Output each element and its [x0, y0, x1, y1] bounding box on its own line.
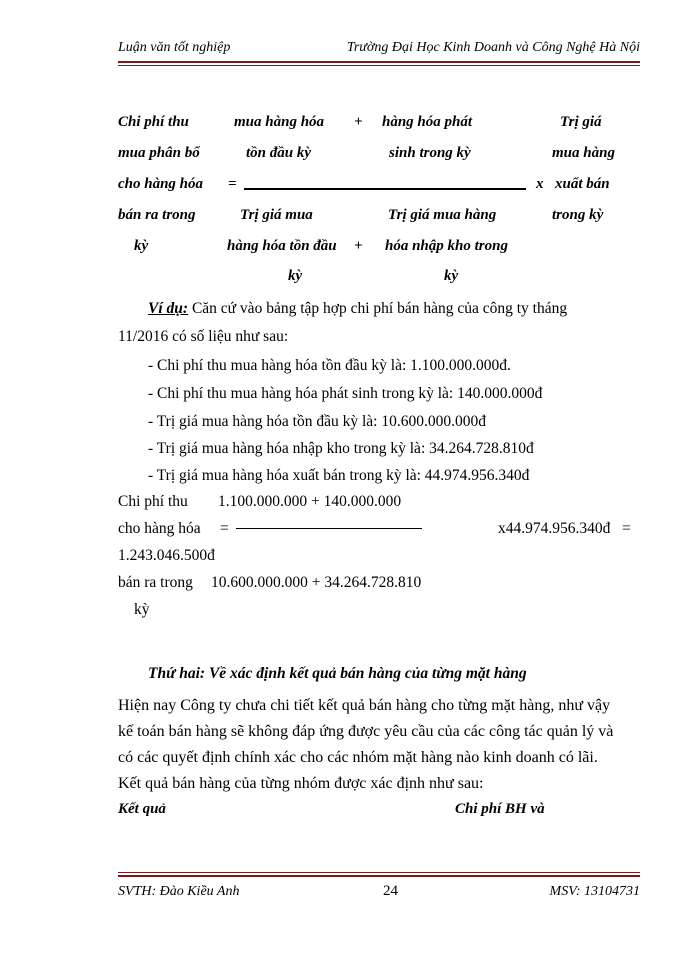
formula-left-line: cho hàng hóa: [118, 176, 204, 192]
formula-left-line: kỳ: [134, 238, 149, 254]
section-heading: Thứ hai: Về xác định kết quả bán hàng của từng mặt hàng: [148, 665, 527, 682]
header-left: Luận văn tốt nghiệp: [118, 40, 231, 55]
formula-right-line: Trị giá: [560, 114, 602, 130]
example-item: - Trị giá mua hàng hóa xuất bán trong kỳ là: 44.974.956.340đ: [148, 467, 530, 484]
footer-rule-thin: [118, 872, 640, 873]
example-intro-cont: 11/2016 có số liệu như sau:: [118, 328, 289, 345]
header-rule-thick: [118, 61, 640, 63]
example-item: - Chi phí thu mua hàng hóa phát sinh trong kỳ là: 140.000.000đ: [148, 385, 543, 402]
calc-fraction-bar: [236, 528, 422, 529]
paragraph-line: Hiện nay Công ty chưa chi tiết kết quả bán hàng cho từng mặt hàng, như vậy: [118, 697, 611, 714]
example-intro-text: Căn cứ vào bảng tập hợp chi phí bán hàng của công ty tháng: [188, 300, 568, 317]
numerator-b-line: hàng hóa phát: [382, 114, 473, 130]
example-item: - Chi phí thu mua hàng hóa tồn đầu kỳ là: 1.100.000.000đ.: [148, 357, 511, 374]
denominator-a-line: Trị giá mua: [240, 207, 313, 223]
calc-denominator: 10.600.000.000 + 34.264.728.810: [211, 574, 422, 591]
calc-label: kỳ: [134, 601, 150, 618]
formula-right-line: trong kỳ: [552, 207, 604, 223]
formula-left-line: mua phân bổ: [118, 145, 200, 161]
footer-rule-thick: [118, 875, 640, 877]
calc-label: cho hàng hóa: [118, 520, 201, 537]
result-formula-right: Chi phí BH và: [455, 801, 545, 817]
paragraph-line: có các quyết định chính xác cho các nhóm mặt hàng nào kinh doanh có lãi.: [118, 749, 598, 766]
example-item: - Trị giá mua hàng hóa nhập kho trong kỳ là: 34.264.728.810đ: [148, 440, 534, 457]
calc-result: 1.243.046.500đ: [118, 547, 215, 564]
calc-equals: =: [220, 520, 229, 537]
denominator-b-line: Trị giá mua hàng: [388, 207, 497, 223]
footer-author: SVTH: Đào Kiều Anh: [118, 884, 240, 899]
numerator-b-line: sinh trong kỳ: [389, 145, 471, 161]
footer-student-id: MSV: 13104731: [549, 884, 640, 899]
paragraph-line: Kết quả bán hàng của từng nhóm được xác định như sau:: [118, 775, 484, 792]
formula-times: x: [536, 176, 544, 192]
example-item: - Trị giá mua hàng hóa tồn đầu kỳ là: 10.600.000.000đ: [148, 413, 486, 430]
denominator-a-line: hàng hóa tồn đầu: [227, 238, 337, 254]
formula-right-line: mua hàng: [552, 145, 615, 161]
numerator-plus: +: [354, 114, 363, 130]
calc-multiplier: x44.974.956.340đ: [498, 520, 611, 537]
denominator-a-line: kỳ: [288, 268, 303, 284]
example-label: Ví dụ:: [148, 300, 189, 317]
denominator-b-line: hóa nhập kho trong: [385, 238, 508, 254]
formula-equals: =: [228, 176, 237, 192]
header-right: Trường Đại Học Kinh Doanh và Công Nghệ Hà Nội: [346, 40, 640, 55]
header-rule-thin: [118, 65, 640, 66]
numerator-a-line: tồn đầu kỳ: [246, 145, 312, 161]
numerator-a-line: mua hàng hóa: [234, 114, 325, 130]
fraction-bar: [244, 188, 526, 190]
formula-left-line: bán ra trong: [118, 207, 196, 223]
result-formula-left: Kết quả: [118, 801, 166, 817]
example-intro: [148, 300, 567, 318]
calc-label: Chi phí thu: [118, 493, 188, 510]
formula-left-line: Chi phí thu: [118, 114, 189, 130]
denominator-b-line: kỳ: [444, 268, 459, 284]
calc-numerator: 1.100.000.000 + 140.000.000: [218, 493, 402, 510]
formula-right-line: xuất bán: [555, 176, 610, 192]
paragraph-line: kế toán bán hàng sẽ không đáp ứng được yêu cầu của các công tác quản lý và: [118, 723, 614, 740]
page-number: 24: [383, 883, 398, 899]
denominator-plus: +: [354, 238, 363, 254]
calc-equals-result: =: [622, 520, 631, 537]
calc-label: bán ra trong: [118, 574, 193, 591]
